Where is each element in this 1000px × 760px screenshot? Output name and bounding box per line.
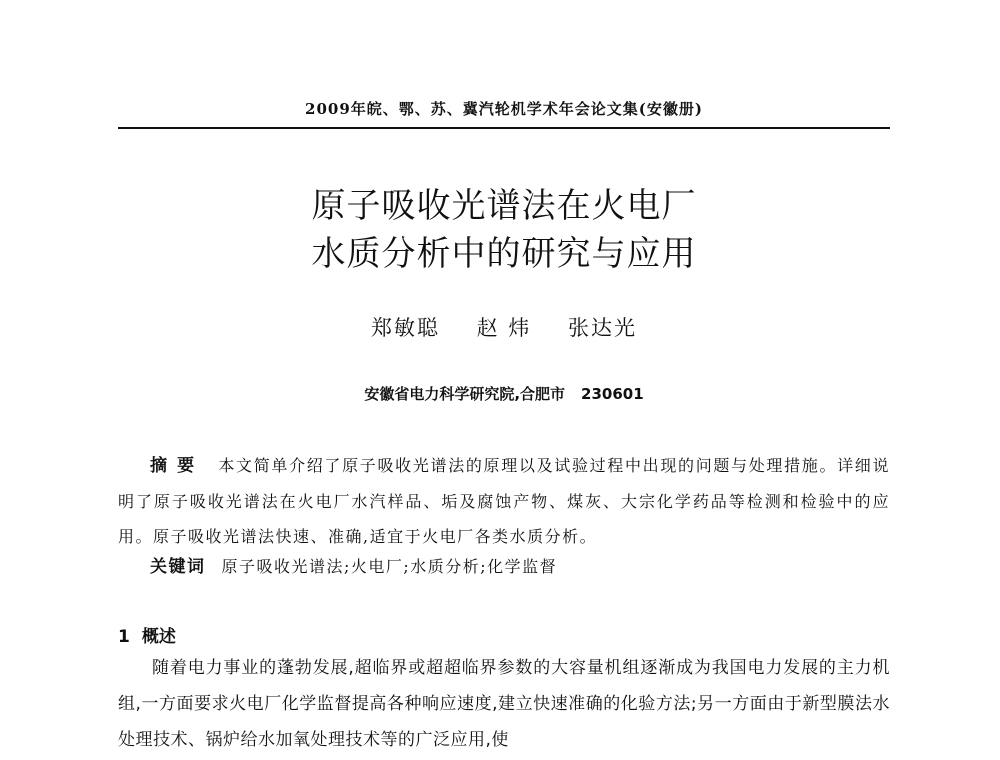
affiliation [200,383,808,404]
author-name: 赵 炜 [476,316,532,340]
running-header: 2009年皖、鄂、苏、冀汽轮机学术年会论文集(安徽册) [305,100,703,118]
abstract-label: 摘要 [150,456,205,476]
keywords [150,552,890,577]
author-name: 郑敏聪 [370,316,440,340]
affiliation-org: 安徽省电力科学研究院,合肥市 [364,385,566,403]
keywords-label: 关键词 [150,557,206,577]
paper-title [200,182,808,278]
affiliation-postcode: 230601 [581,385,644,403]
abstract [118,448,890,554]
title-line-1: 原子吸收光谱法在火电厂 [311,186,697,226]
section-title: 概述 [141,627,176,647]
abstract-text: 本文简单介绍了原子吸收光谱法的原理以及试验过程中出现的问题与处理措施。详细说明了原子吸收光谱法在火电厂水汽样品、垢及腐蚀产物、煤灰、大宗化学药品等检测和检验中的应用。原子吸收光谱法快速、准确,适宜于火电厂各类水质分析。 [118,456,890,546]
author-name: 张达光 [568,316,638,340]
header-rule [118,127,890,129]
title-line-2: 水质分析中的研究与应用 [311,234,697,274]
keywords-text: 原子吸收光谱法;火电厂;水质分析;化学监督 [221,557,558,576]
author-list [200,312,808,342]
section-heading [118,622,176,647]
section-paragraph: 随着电力事业的蓬勃发展,超临界或超超临界参数的大容量机组逐渐成为我国电力发展的主力机组,一方面要求火电厂化学监督提高各种响应速度,建立快速准确的化验方法;另一方面由于新型膜法水处理技术、锅炉给水加氧处理技术等的广泛应用,使 [118,658,890,750]
section-number: 1 [118,627,130,647]
